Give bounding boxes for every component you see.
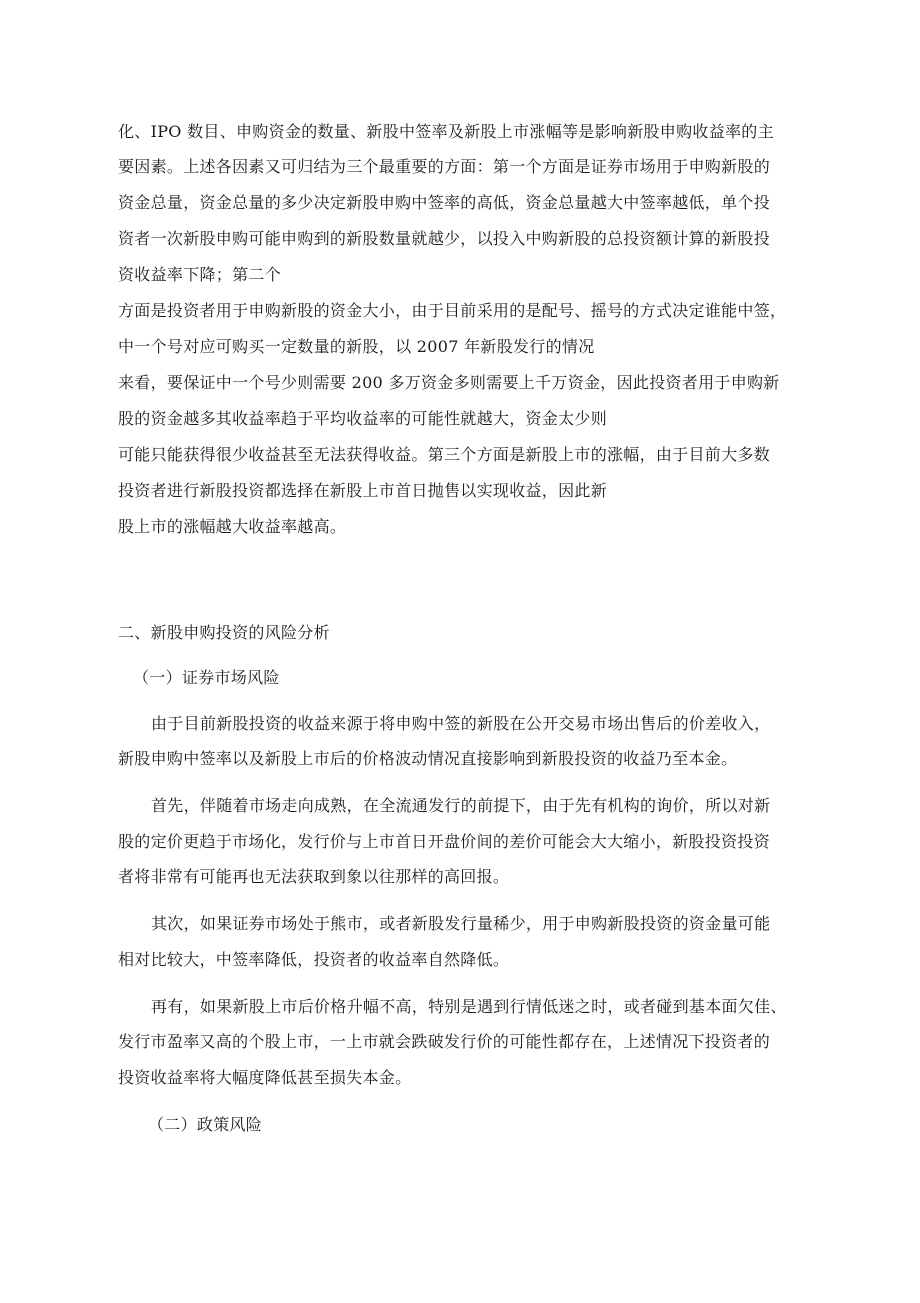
paragraph-line: 发行市盈率又高的个股上市，一上市就会跌破发行价的可能性都存在，上述情况下投资者的 [118, 1032, 771, 1051]
paragraph-line: 投资收益率将大幅度降低甚至损失本金。 [118, 1068, 412, 1087]
paragraph-line: 来看，要保证中一个号少则需要 200 多万资金多则需要上千万资金，因此投资者用于申购新 [118, 373, 780, 392]
paragraph-line: 资收益率下降；第二个 [118, 265, 282, 284]
paragraph-line: 资金总量，资金总量的多少决定新股申购中签率的高低，资金总量越大中签率越低，单个投 [118, 193, 771, 212]
subsection-heading: （二）政策风险 [148, 1115, 263, 1134]
paragraph-line: 中一个号对应可购买一定数量的新股，以 2007 年新股发行的情况 [118, 337, 595, 356]
paragraph-line: 股的定价更趋于市场化，发行价与上市首日开盘价间的差价可能会大大缩小，新股投资投资 [118, 832, 771, 851]
subsection-heading: （一）证券市场风险 [133, 668, 280, 687]
paragraph-line: 新股申购中签率以及新股上市后的价格波动情况直接影响到新股投资的收益乃至本金。 [118, 749, 738, 768]
paragraph-line: 其次，如果证券市场处于熊市，或者新股发行量稀少，用于申购新股投资的资金量可能 [151, 914, 771, 933]
paragraph-line: 方面是投资者用于申购新股的资金大小，由于目前采用的是配号、摇号的方式决定谁能中签， [118, 301, 787, 320]
paragraph-line: 相对比较大，中签率降低，投资者的收益率自然降低。 [118, 950, 510, 969]
paragraph-line: 投资者进行新股投资都选择在新股上市首日抛售以实现收益，因此新 [118, 481, 608, 500]
paragraph-line: 由于目前新股投资的收益来源于将申购中签的新股在公开交易市场出售后的价差收入， [151, 714, 771, 733]
paragraph-line: 股上市的涨幅越大收益率越高。 [118, 517, 347, 536]
paragraph-line: 股的资金越多其收益率趋于平均收益率的可能性就越大，资金太少则 [118, 409, 608, 428]
paragraph-line: 化、IPO 数目、申购资金的数量、新股中签率及新股上市涨幅等是影响新股申购收益率的主 [118, 122, 774, 141]
paragraph-line: 首先，伴随着市场走向成熟，在全流通发行的前提下，由于先有机构的询价，所以对新 [151, 796, 771, 815]
paragraph-line: 资者一次新股申购可能申购到的新股数量就越少，以投入中购新股的总投资额计算的新股投 [118, 229, 771, 248]
section-heading: 二、新股申购投资的风险分析 [118, 623, 330, 642]
paragraph-line: 再有，如果新股上市后价格升幅不高，特别是遇到行情低迷之时，或者碰到基本面欠佳、 [151, 997, 787, 1016]
paragraph-line: 要因素。上述各因素又可归结为三个最重要的方面：第一个方面是证券市场用于申购新股的 [118, 157, 771, 176]
paragraph-line: 者将非常有可能再也无法获取到象以往那样的高回报。 [118, 867, 510, 886]
paragraph-line: 可能只能获得很少收益甚至无法获得收益。第三个方面是新股上市的涨幅，由于目前大多数 [118, 445, 771, 464]
